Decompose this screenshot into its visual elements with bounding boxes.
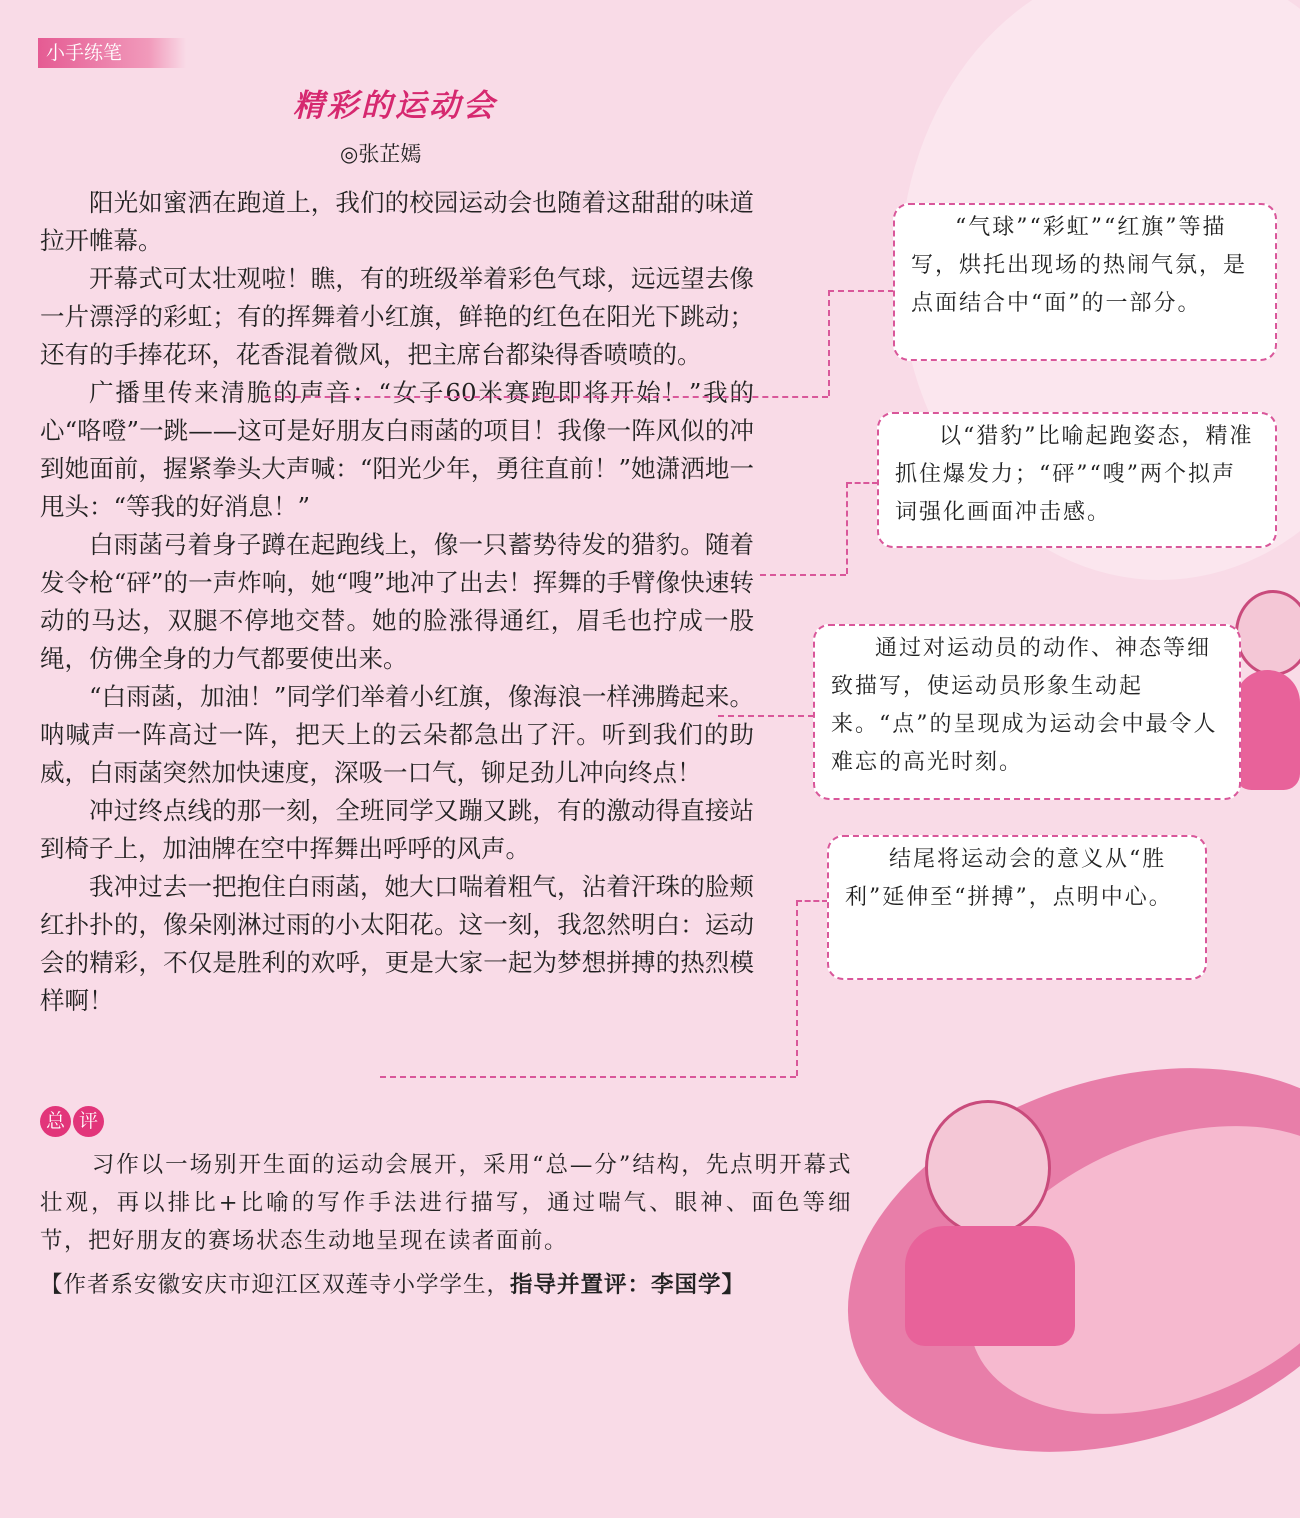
note-leader-line	[846, 482, 878, 484]
runner-illustration	[905, 1100, 1075, 1346]
note-leader-line	[265, 396, 828, 398]
paragraph: 广播里传来清脆的声音：“女子60米赛跑即将开始！”我的心“咯噔”一跳——这可是好朋友白雨菡的项目！我像一阵风似的冲到她面前，握紧拳头大声喊：“阳光少年，勇往直前！”她潇洒地一甩头：“等我的好消息！”	[40, 378, 754, 521]
paragraph: 阳光如蜜洒在跑道上，我们的校园运动会也随着这甜甜的味道拉开帷幕。	[40, 188, 754, 255]
comment-label-char: 总	[40, 1106, 71, 1137]
section-tag: 小手练笔	[38, 38, 186, 68]
article-body	[40, 184, 754, 1020]
footer-instructor: 指导并置评：李国学】	[510, 1272, 746, 1298]
note-leader-line	[846, 482, 848, 574]
paragraph: 白雨菡弓着身子蹲在起跑线上，像一只蓄势待发的猎豹。随着发令枪“砰”的一声炸响，她“嗖”地冲了出去！挥舞的手臂像快速转动的马达，双腿不停地交替。她的脸涨得通红，眉毛也拧成一股绳，仿佛全身的力气都要使出来。	[40, 530, 754, 673]
note-leader-line	[828, 290, 830, 396]
paragraph: 我冲过去一把抱住白雨菡，她大口喘着粗气，沾着汗珠的脸颊红扑扑的，像朵刚淋过雨的小太阳花。这一刻，我忽然明白：运动会的精彩，不仅是胜利的欢呼，更是大家一起为梦想拼搏的热烈模样啊！	[40, 872, 754, 1015]
article-title: 精彩的运动会	[293, 88, 497, 124]
comment-label	[40, 1106, 104, 1137]
paragraph: 冲过终点线的那一刻，全班同学又蹦又跳，有的激动得直接站到椅子上，加油牌在空中挥舞出呼呼的风声。	[40, 796, 754, 863]
paragraph: 开幕式可太壮观啦！瞧，有的班级举着彩色气球，远远望去像一片漂浮的彩虹；有的挥舞着小红旗，鲜艳的红色在阳光下跳动；还有的手捧花环，花香混着微风，把主席台都染得香喷喷的。	[40, 264, 754, 369]
author-footer	[40, 1264, 840, 1306]
note-leader-line	[796, 900, 828, 902]
paragraph: “白雨菡，加油！”同学们举着小红旗，像海浪一样沸腾起来。呐喊声一阵高过一阵，把天上的云朵都急出了汗。听到我们的助威，白雨菡突然加快速度，深吸一口气，铆足劲儿冲向终点！	[40, 682, 754, 787]
note-leader-line	[760, 574, 846, 576]
comment-text: 习作以一场别开生面的运动会展开，采用“总—分”结构，先点明开幕式壮观，再以排比+比喻的写作手法进行描写，通过喘气、眼神、面色等细节，把好朋友的赛场状态生动地呈现在读者面前。	[40, 1152, 852, 1254]
note-leader-line	[796, 900, 798, 1076]
note-leader-line	[380, 1076, 796, 1078]
article-author: ◎张芷嫣	[340, 142, 422, 166]
margin-note: 以“猎豹”比喻起跑姿态，精准抓住爆发力；“砰”“嗖”两个拟声词强化画面冲击感。	[877, 412, 1277, 548]
comment-label-char: 评	[73, 1106, 104, 1137]
overall-comment	[40, 1146, 852, 1260]
note-leader-line	[828, 290, 894, 292]
margin-note: 通过对运动员的动作、神态等细致描写，使运动员形象生动起来。“点”的呈现成为运动会中最令人难忘的高光时刻。	[813, 624, 1241, 800]
cheerleader-illustration	[1235, 590, 1300, 790]
margin-note: “气球”“彩虹”“红旗”等描写，烘托出现场的热闹气氛，是点面结合中“面”的一部分。	[893, 203, 1277, 361]
footer-main: 【作者系安徽安庆市迎江区双莲寺小学学生，	[40, 1272, 511, 1298]
margin-note: 结尾将运动会的意义从“胜利”延伸至“拼搏”，点明中心。	[827, 835, 1207, 980]
note-leader-line	[718, 715, 814, 717]
